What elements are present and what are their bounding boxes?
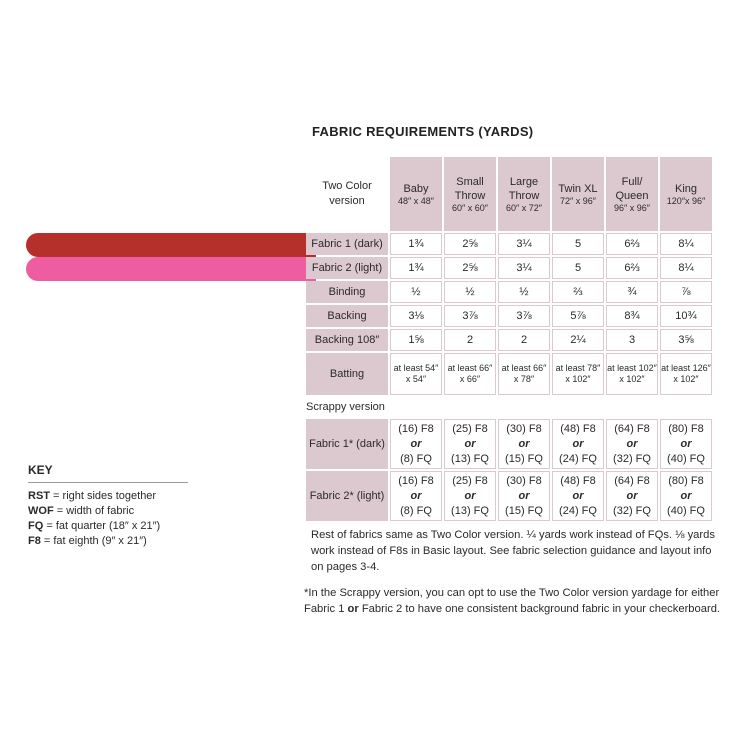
table-cell: 2⅝	[444, 257, 496, 279]
table-cell: ⅔	[552, 281, 604, 303]
scrappy-table-body	[306, 419, 712, 521]
table-row	[306, 329, 712, 351]
column-header: Full/ Queen 96″ x 96″	[606, 157, 658, 231]
table-cell: 6⅔	[606, 233, 658, 255]
column-header: King 120″x 96″	[660, 157, 712, 231]
table-cell: 5	[552, 257, 604, 279]
table-cell: ½	[444, 281, 496, 303]
row-label: Backing	[306, 305, 388, 327]
two-color-table-body	[306, 233, 712, 395]
table-cell: (30) F8 or (15) FQ	[498, 471, 550, 521]
scrappy-footnote: *In the Scrappy version, you can opt to use the Two Color version yardage for either Fabric 1 or Fabric 2 to have one consistent background fabric in your checkerboard.	[304, 587, 721, 615]
column-header: Baby 48″ x 48″	[390, 157, 442, 231]
table-cell: 10¾	[660, 305, 712, 327]
table-cell: at least 126″ x 102″	[660, 353, 712, 395]
table-cell: (80) F8 or (40) FQ	[660, 419, 712, 469]
column-header: Twin XL 72″ x 96″	[552, 157, 604, 231]
table-cell: (80) F8 or (40) FQ	[660, 471, 712, 521]
table-cell: at least 66″ x 66″	[444, 353, 496, 395]
page-title: FABRIC REQUIREMENTS (YARDS)	[312, 124, 534, 139]
table-row	[306, 257, 712, 279]
table-cell: 5⅞	[552, 305, 604, 327]
table-cell: 5	[552, 233, 604, 255]
table-cell: 2	[444, 329, 496, 351]
table-cell: 2	[498, 329, 550, 351]
table-cell: (16) F8 or (8) FQ	[390, 471, 442, 521]
key-item: WOF = width of fabric	[28, 505, 135, 517]
table-cell: (64) F8 or (32) FQ	[606, 471, 658, 521]
fabric-requirements-table	[304, 155, 714, 523]
table-cell: 3	[606, 329, 658, 351]
row-label: Fabric 2 (light)	[306, 257, 388, 279]
table-cell: ½	[498, 281, 550, 303]
table-cell: 3⅝	[660, 329, 712, 351]
table-cell: at least 66″ x 78″	[498, 353, 550, 395]
table-cell: 1¾	[390, 233, 442, 255]
scrappy-version-label: Scrappy version	[306, 401, 385, 413]
fabric-1-color-swatch	[26, 233, 316, 257]
column-header: Small Throw 60″ x 60″	[444, 157, 496, 231]
two-color-version-label: Two Color version	[322, 180, 372, 207]
table-cell: (25) F8 or (13) FQ	[444, 471, 496, 521]
table-cell: at least 54″ x 54″	[390, 353, 442, 395]
row-label: Fabric 1 (dark)	[306, 233, 388, 255]
table-cell: 1⅝	[390, 329, 442, 351]
table-cell: 6⅔	[606, 257, 658, 279]
key-title: KEY	[28, 463, 188, 483]
table-cell: (30) F8 or (15) FQ	[498, 419, 550, 469]
table-cell: (25) F8 or (13) FQ	[444, 419, 496, 469]
table-cell: 3⅛	[390, 305, 442, 327]
key-item: F8 = fat eighth (9″ x 21″)	[28, 535, 147, 547]
table-cell: at least 102″ x 102″	[606, 353, 658, 395]
table-cell: (48) F8 or (24) FQ	[552, 419, 604, 469]
table-cell: (16) F8 or (8) FQ	[390, 419, 442, 469]
table-cell: (48) F8 or (24) FQ	[552, 471, 604, 521]
table-row	[306, 233, 712, 255]
column-header: Large Throw 60″ x 72″	[498, 157, 550, 231]
table-row	[306, 353, 712, 395]
key-item: FQ = fat quarter (18″ x 21″)	[28, 520, 161, 532]
table-cell: (64) F8 or (32) FQ	[606, 419, 658, 469]
table-cell: ½	[390, 281, 442, 303]
table-cell: 3⅞	[444, 305, 496, 327]
table-cell: 8¼	[660, 233, 712, 255]
table-cell: 3¼	[498, 233, 550, 255]
row-label: Backing 108″	[306, 329, 388, 351]
table-cell: 2¼	[552, 329, 604, 351]
rest-of-fabrics-note: Rest of fabrics same as Two Color version. ¼ yards work instead of FQs. ⅛ yards work instead of F8s in Basic layout. See fabric selection guidance and layout info on pages 3-4.	[311, 529, 715, 573]
table-cell: 2⅝	[444, 233, 496, 255]
table-cell: 1¾	[390, 257, 442, 279]
row-label: Batting	[306, 353, 388, 395]
table-cell: 3¼	[498, 257, 550, 279]
table-cell: 8¼	[660, 257, 712, 279]
table-row	[306, 419, 712, 469]
table-cell: 3⅞	[498, 305, 550, 327]
table-row	[306, 281, 712, 303]
table-cell: ⅞	[660, 281, 712, 303]
table-row	[306, 305, 712, 327]
table-cell: 8¾	[606, 305, 658, 327]
row-label: Binding	[306, 281, 388, 303]
row-label: Fabric 2* (light)	[306, 471, 388, 521]
table-header-row	[306, 157, 712, 231]
row-label: Fabric 1* (dark)	[306, 419, 388, 469]
key-item: RST = right sides together	[28, 490, 157, 502]
table-cell: ¾	[606, 281, 658, 303]
fabric-2-color-swatch	[26, 257, 316, 281]
key-legend	[28, 463, 188, 549]
table-row	[306, 471, 712, 521]
table-cell: at least 78″ x 102″	[552, 353, 604, 395]
